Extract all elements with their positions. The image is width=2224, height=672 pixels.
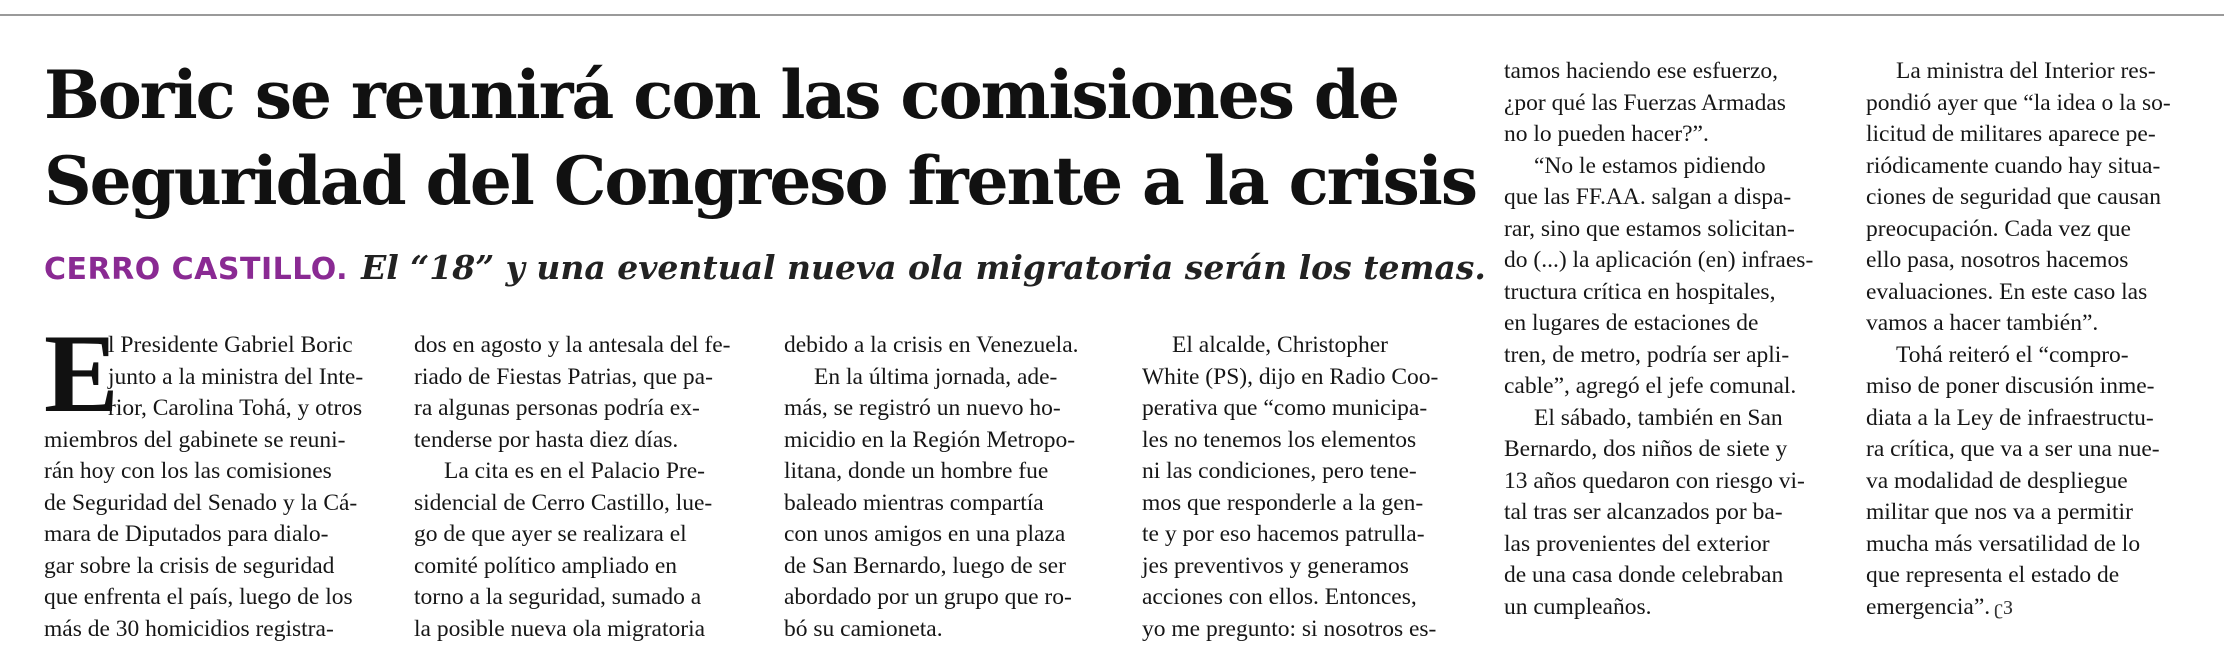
column-5-line: cable”, agregó el jefe comunal. xyxy=(1504,373,1797,399)
column-4-line: te y por eso hacemos patrulla- xyxy=(1142,521,1425,547)
column-5-line: tren, de metro, podría ser apli- xyxy=(1504,341,1790,368)
column-5-line: no lo pueden hacer?”. xyxy=(1504,121,1709,147)
headline xyxy=(44,52,1484,224)
column-5-line: Bernardo, dos niños de siete y xyxy=(1504,436,1788,462)
column-2-line: go de que ayer se realizara el xyxy=(414,521,687,547)
column-1-line: rán hoy con los las comisiones xyxy=(44,458,332,484)
end-mark-icon: ʗЗ xyxy=(1994,596,2014,619)
column-5-line: do (...) la aplicación (en) infraes- xyxy=(1504,247,1814,273)
column-4-line: yo me pregunto: si nosotros es- xyxy=(1142,615,1437,642)
column-1-line: que enfrenta el país, luego de los xyxy=(44,584,353,610)
column-3-line: más, se registró un nuevo ho- xyxy=(784,395,1061,421)
column-1-line: miembros del gabinete se reuni- xyxy=(44,426,346,453)
column-4-line: White (PS), dijo en Radio Coo- xyxy=(1142,363,1439,390)
column-4-line: les no tenemos los elementos xyxy=(1142,426,1417,453)
column-4-line: ni las condiciones, pero tene- xyxy=(1142,458,1417,484)
column-1-line: rior, Carolina Tohá, y otros xyxy=(108,395,363,421)
column-2-line: dos en agosto y la antesala del fe- xyxy=(414,332,731,358)
column-6-last-line xyxy=(1866,592,2206,624)
column-5-line: en lugares de estaciones de xyxy=(1504,310,1759,336)
column-3-line: bó su camioneta. xyxy=(784,615,943,642)
column-6-line: diata a la Ley de infraestructu- xyxy=(1866,404,2154,431)
column-4-line: jes preventivos y generamos xyxy=(1142,552,1409,579)
column-5-line: El sábado, también en San xyxy=(1534,404,1783,431)
column-1-line: más de 30 homicidios registra- xyxy=(44,615,334,642)
column-5-line: rar, sino que estamos solicitan- xyxy=(1504,215,1795,242)
column-3-line: micidio en la Región Metropo- xyxy=(784,426,1076,453)
column-3-line: debido a la crisis en Venezuela. xyxy=(784,332,1079,358)
column-6-line: evaluaciones. En este caso las xyxy=(1866,278,2148,305)
column-1-line: l Presidente Gabriel Boric xyxy=(108,332,353,358)
column-5-line: que las FF.AA. salgan a dispa- xyxy=(1504,184,1792,210)
column-6-line: va modalidad de despliegue xyxy=(1866,467,2128,494)
column-6-line: ra crítica, que va a ser una nue- xyxy=(1866,436,2160,462)
column-6-line: preocupación. Cada vez que xyxy=(1866,215,2131,242)
column-5-line: ¿por qué las Fuerzas Armadas xyxy=(1504,89,1786,116)
column-2-line: tenderse por hasta diez días. xyxy=(414,426,679,453)
top-rule xyxy=(0,14,2224,16)
column-6-line: que representa el estado de xyxy=(1866,562,2120,588)
column-4-line: acciones con ellos. Entonces, xyxy=(1142,584,1417,610)
column-2-line: la posible nueva ola migratoria xyxy=(414,615,706,642)
column-5-line: “No le estamos pidiendo xyxy=(1534,152,1766,179)
column-6-line: mucha más versatilidad de lo xyxy=(1866,530,2141,557)
column-2-line: ra algunas personas podría ex- xyxy=(414,395,700,421)
column-5-line: tamos haciendo ese esfuerzo, xyxy=(1504,58,1779,84)
column-2-line: comité político ampliado en xyxy=(414,552,677,579)
column-2-line: sidencial de Cerro Castillo, lue- xyxy=(414,489,713,516)
column-6-line: pondió ayer que “la idea o la so- xyxy=(1866,89,2171,116)
column-4-line: El alcalde, Christopher xyxy=(1172,332,1388,358)
column-3-line: En la última jornada, ade- xyxy=(814,363,1058,390)
column-1-line: junto a la ministra del Inte- xyxy=(108,363,364,390)
headline-line-2: Seguridad del Congreso frente a la crisis xyxy=(44,142,1477,220)
column-1-line: gar sobre la crisis de seguridad xyxy=(44,552,335,579)
column-6-line: vamos a hacer también”. xyxy=(1866,310,2099,336)
column-5 xyxy=(1504,56,1844,623)
column-6-line: riódicamente cuando hay situa- xyxy=(1866,152,2161,179)
column-5-line: de una casa donde celebraban xyxy=(1504,562,1784,588)
column-3 xyxy=(784,330,1124,645)
column-5-line: las provenientes del exterior xyxy=(1504,530,1770,557)
column-4-line: perativa que “como municipa- xyxy=(1142,395,1428,421)
column-1-line: mara de Diputados para dialo- xyxy=(44,521,329,547)
column-2-line: La cita es en el Palacio Pre- xyxy=(444,458,705,484)
column-2-line: riado de Fiestas Patrias, que pa- xyxy=(414,363,713,390)
column-3-line: litana, donde un hombre fue xyxy=(784,458,1049,484)
headline-line-1: Boric se reunirá con las comisiones de xyxy=(44,56,1399,134)
kicker: CERRO CASTILLO. xyxy=(44,252,349,287)
dropcap: E xyxy=(44,312,119,436)
subtitle: El “18” y una eventual nueva ola migratoria serán los temas. xyxy=(361,248,1486,287)
column-6-line: ello pasa, nosotros hacemos xyxy=(1866,247,2129,273)
deck xyxy=(44,248,1484,287)
column-1 xyxy=(44,330,374,645)
column-2 xyxy=(414,330,754,645)
column-6-line: ciones de seguridad que causan xyxy=(1866,184,2161,210)
column-6-line: miso de poner discusión inme- xyxy=(1866,373,2155,399)
column-3-line: de San Bernardo, luego de ser xyxy=(784,552,1066,579)
column-6-line: militar que nos va a permitir xyxy=(1866,499,2133,525)
column-5-line: un cumpleaños. xyxy=(1504,593,1652,620)
column-5-line: tructura crítica en hospitales, xyxy=(1504,278,1776,305)
column-6-line: La ministra del Interior res- xyxy=(1896,58,2156,84)
column-3-line: baleado mientras compartía xyxy=(784,489,1044,516)
column-6-line: licitud de militares aparece pe- xyxy=(1866,121,2156,147)
column-6 xyxy=(1866,56,2206,623)
column-1-line: de Seguridad del Senado y la Cá- xyxy=(44,489,358,516)
column-6-line: Tohá reiteró el “compro- xyxy=(1896,341,2129,368)
column-5-line: tal tras ser alcanzados por ba- xyxy=(1504,499,1783,525)
column-4 xyxy=(1142,330,1482,645)
column-3-line: abordado por un grupo que ro- xyxy=(784,584,1072,610)
column-4-line: mos que responderle a la gen- xyxy=(1142,489,1424,516)
column-5-line: 13 años quedaron con riesgo vi- xyxy=(1504,467,1805,494)
column-6-line-text: emergencia”. xyxy=(1866,593,1991,620)
column-3-line: con unos amigos en una plaza xyxy=(784,521,1066,547)
column-2-line: torno a la seguridad, sumado a xyxy=(414,584,702,610)
